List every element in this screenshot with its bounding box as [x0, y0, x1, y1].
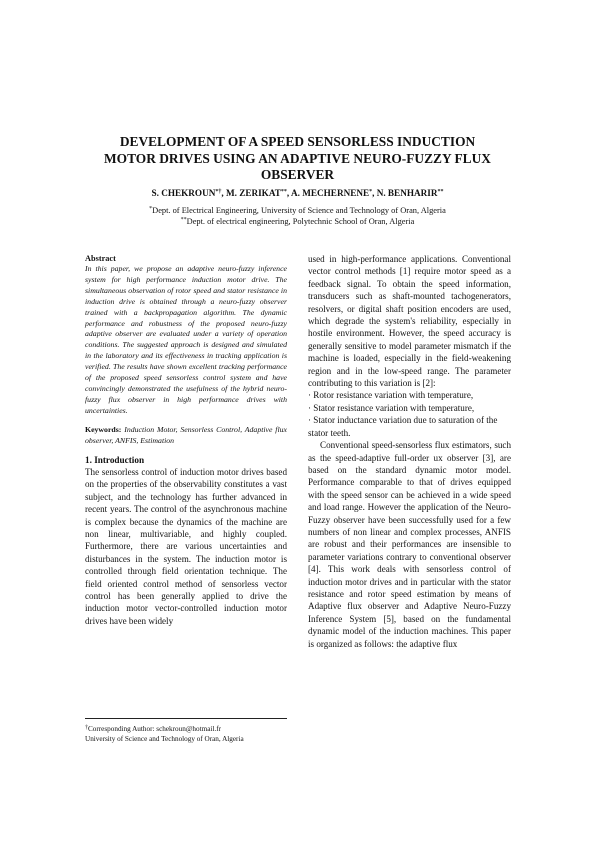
footnote-line-1: Corresponding Author: schekroun@hotmail.fr	[88, 725, 221, 733]
right-column	[308, 253, 511, 650]
left-column	[85, 253, 287, 627]
author-list: S. CHEKROUN*†, M. ZERIKAT**, A. MECHERNENE*, N. BENHARIR**	[151, 188, 444, 198]
affiliation-text: Dept. of Electrical Engineering, University of Science and Technology of Oran, Algeria	[152, 206, 446, 215]
affiliation-mark: **	[180, 217, 187, 223]
abstract-text: In this paper, we propose an adaptive neuro-fuzzy inference system for high performance induction motor drive. The simultaneous observation of rotor speed and stator resistance in induction drive is obtained through a neuro-fuzzy observer trained with a backpropagation algorithm. The dynamic performance and robustness of the proposed neuro-fuzzy adaptive observer are evaluated under a variety of operation conditions. The suggested approach is designed and simulated in the laboratory and its effectiveness in tracking application is verified. The results have shown excellent tracking performance of the proposed speed sensorless control system and have convincingly demonstrated the usefulness of the hybrid neuro-fuzzy flux observer in high performance drives with uncertainties.	[85, 264, 287, 415]
list-item: · Stator resistance variation with temperature,	[308, 402, 475, 413]
keywords-text: Induction Motor, Sensorless Control, Adaptive flux observer, ANFIS, Estimation	[85, 424, 287, 445]
affiliation	[60, 205, 535, 216]
author-name: A. MECHERNENE	[291, 188, 370, 198]
keywords: Keywords: Induction Motor, Sensorless Control, Adaptive flux observer, ANFIS, Estimation	[85, 424, 287, 445]
section-heading: 1. Introduction	[85, 454, 145, 465]
affiliation-text: Dept. of electrical engineering, Polytechnic School of Oran, Algeria	[186, 217, 415, 226]
footnote-mark: †	[85, 725, 88, 731]
body-paragraph: Conventional speed-sensorless flux estimators, such as the speed-adaptive full-order ux observer [3], are based on the standard dynamic motor model. Performance comparable to that of drives equipped with the speed sensor can be achieved in a wide speed and load range. However the application of the Neuro-Fuzzy observer have been successfully used for a few numbers of non linear and complex processes, ANFIS are robust and their performances are insensible to parameter variations contrary to conventional observer [4]. This work deals with sensorless control of induction motor drives and in particular with the stator resistance and rotor speed estimation by means of Adaptive flux observer and Adaptive Neuro-Fuzzy Inference System [5], based on the fundamental dynamic model of the induction machines. This paper is organized as follows: the adaptive flux	[308, 440, 511, 649]
list-item: · Rotor resistance variation with temperature,	[308, 390, 474, 401]
author-name: N. BENHARIR	[376, 188, 438, 198]
author-mark: *†	[215, 189, 222, 195]
list-item: · Stator inductance variation due to saturation of the stator teeth.	[308, 415, 498, 438]
author-mark: *	[369, 189, 373, 195]
author-mark: **	[437, 189, 444, 195]
footnote	[85, 725, 295, 744]
footnote-line-2: University of Science and Technology of Oran, Algeria	[85, 734, 244, 743]
title-line-2: MOTOR DRIVES USING AN ADAPTIVE NEURO-FUZZY FLUX	[104, 150, 491, 166]
paper-title	[60, 134, 535, 184]
affiliation-mark: *	[149, 206, 153, 212]
abstract-heading: Abstract	[85, 254, 116, 263]
title-line-1: DEVELOPMENT OF A SPEED SENSORLESS INDUCTION	[119, 134, 476, 149]
author-name: M. ZERIKAT	[225, 188, 281, 198]
author-mark: **	[280, 189, 287, 195]
affiliation	[60, 216, 535, 227]
footnote-rule	[85, 718, 287, 719]
author-name: S. CHEKROUN	[151, 188, 216, 198]
body-paragraph: used in high-performance applications. Conventional vector control methods [1] require motor speed as a feedback signal. To obtain the speed information, transducers such as shaft-mounted tachogenerators, resolvers, or digital shaft position encoders are used, which degrade the system's reliability, especially in hostile environment. However, the speed accuracy is generally sensitive to model parameter mismatch if the machine is loaded, especially in the field-weakening region and in the low-speed range. The parameter contributing to this variation is [2]:	[308, 254, 511, 389]
body-paragraph: The sensorless control of induction motor drives based on the properties of the observability constitutes a vast subject, and the technology has further advanced in recent years. The control of the asynchronous machine is complex because the dynamics of the machine are non linear, multivariable, and highly coupled. Furthermore, there are various uncertainties and disturbances in the system. The induction motor is controlled through field orientation technique. The field oriented control method of sensorless vector control has been generally applied to drive the induction motor vector-controlled induction motor drives have been widely	[85, 466, 287, 626]
title-line-3: OBSERVER	[260, 167, 335, 183]
keywords-label: Keywords	[85, 424, 119, 434]
